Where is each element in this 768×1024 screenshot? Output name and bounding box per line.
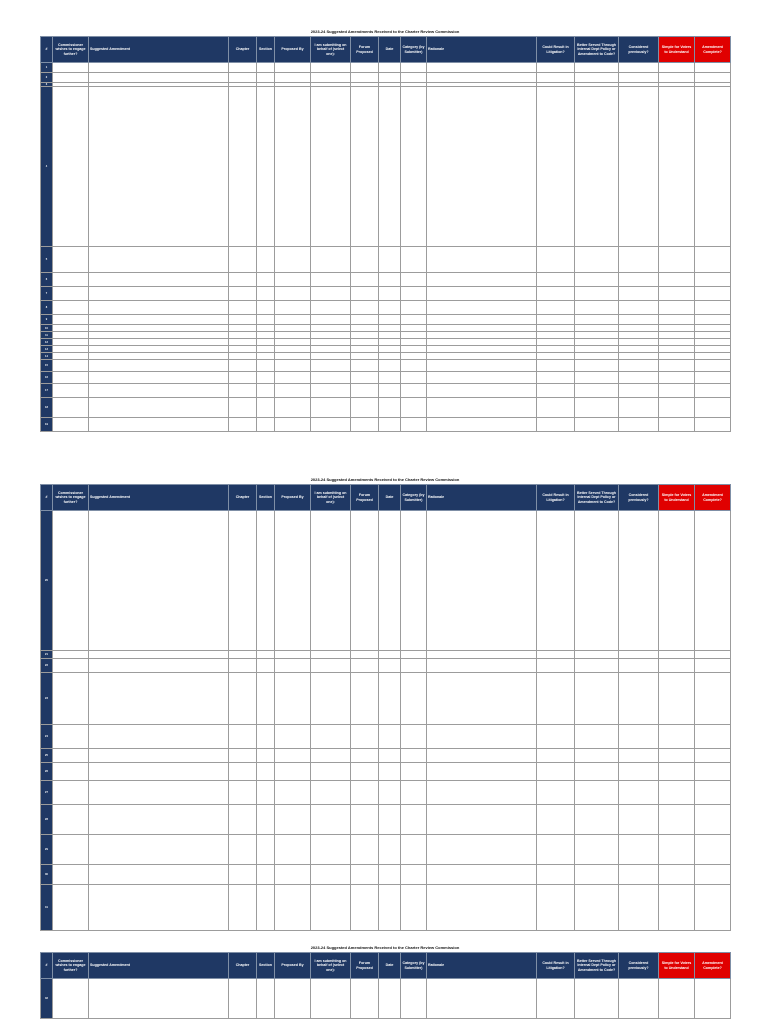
row-number: 14: [41, 353, 53, 360]
col-amendment: Suggested Amendment: [89, 953, 229, 979]
col-number: #: [41, 37, 53, 63]
row-number: 23: [41, 673, 53, 725]
table-row: [41, 651, 731, 659]
col-forum: Forum Proposed: [351, 485, 379, 511]
col-simple: Simple for Voters to Understand: [659, 485, 695, 511]
col-considered: Considered previously?: [619, 37, 659, 63]
sheet-3: [40, 944, 730, 1019]
table-row: [41, 353, 731, 360]
table-row: [41, 372, 731, 384]
col-number: #: [41, 485, 53, 511]
col-chapter: Chapter: [229, 953, 257, 979]
col-better-served: Better Served Through Internal Dept Policy or Amendment to Code?: [575, 953, 619, 979]
row-number: 5: [41, 247, 53, 273]
col-better-served: Better Served Through Internal Dept Policy or Amendment to Code?: [575, 485, 619, 511]
table-row: [41, 339, 731, 346]
table-row: [41, 725, 731, 749]
row-number: 12: [41, 339, 53, 346]
col-date: Date: [379, 953, 401, 979]
table-row: [41, 87, 731, 247]
table-row: [41, 287, 731, 301]
col-on-behalf: I am submitting on behalf of (select one):: [311, 485, 351, 511]
col-simple: Simple for Voters to Understand: [659, 37, 695, 63]
row-number: 16: [41, 372, 53, 384]
table-row: [41, 332, 731, 339]
table-row: [41, 885, 731, 931]
row-number: 29: [41, 835, 53, 865]
col-litigation: Could Result in Litigation?: [537, 485, 575, 511]
table-row: [41, 865, 731, 885]
col-considered: Considered previously?: [619, 485, 659, 511]
row-number: 21: [41, 651, 53, 659]
col-chapter: Chapter: [229, 37, 257, 63]
row-number: 25: [41, 749, 53, 763]
row-number: 26: [41, 763, 53, 781]
table-row: [41, 301, 731, 315]
col-category: Category (by Submitter): [401, 485, 427, 511]
col-on-behalf: I am submitting on behalf of (select one):: [311, 37, 351, 63]
col-better-served: Better Served Through Internal Dept Policy or Amendment to Code?: [575, 37, 619, 63]
table-row: [41, 781, 731, 805]
col-proposed-by: Proposed By: [275, 485, 311, 511]
col-on-behalf: I am submitting on behalf of (select one):: [311, 953, 351, 979]
row-number: 8: [41, 301, 53, 315]
table-header: [41, 953, 731, 979]
table-row: [41, 247, 731, 273]
row-number: 28: [41, 805, 53, 835]
col-complete: Amendment Complete?: [695, 485, 731, 511]
col-forum: Forum Proposed: [351, 37, 379, 63]
page-title: 2023-24 Suggested Amendments Received to the Charter Review Commission: [310, 945, 460, 950]
row-number: 22: [41, 659, 53, 673]
row-number: 3: [41, 83, 53, 87]
col-simple: Simple for Voters to Understand: [659, 953, 695, 979]
col-date: Date: [379, 485, 401, 511]
row-number: 24: [41, 725, 53, 749]
table-row: [41, 63, 731, 73]
col-section: Section: [257, 485, 275, 511]
col-engage: Commissioner wishes to engage further?: [53, 37, 89, 63]
amendments-table: [40, 36, 731, 432]
table-row: [41, 315, 731, 325]
table-row: [41, 659, 731, 673]
col-amendment: Suggested Amendment: [89, 485, 229, 511]
table-header: [41, 485, 731, 511]
table-row: [41, 673, 731, 725]
row-number: 7: [41, 287, 53, 301]
table-row: [41, 511, 731, 651]
col-litigation: Could Result in Litigation?: [537, 37, 575, 63]
table-row: [41, 398, 731, 418]
table-row: [41, 273, 731, 287]
table-row: [41, 73, 731, 83]
table-row: [41, 418, 731, 432]
row-number: 27: [41, 781, 53, 805]
table-row: [41, 805, 731, 835]
row-number: 11: [41, 332, 53, 339]
amendments-table: [40, 484, 731, 931]
row-number: 6: [41, 273, 53, 287]
col-rationale: Rationale: [427, 37, 537, 63]
row-number: 30: [41, 865, 53, 885]
col-proposed-by: Proposed By: [275, 953, 311, 979]
row-number: 32: [41, 979, 53, 1019]
col-category: Category (by Submitter): [401, 37, 427, 63]
row-number: 13: [41, 346, 53, 353]
col-complete: Amendment Complete?: [695, 953, 731, 979]
page-title: 2023-24 Suggested Amendments Received to the Charter Review Commission: [310, 477, 460, 482]
col-engage: Commissioner wishes to engage further?: [53, 485, 89, 511]
table-row: [41, 360, 731, 372]
col-category: Category (by Submitter): [401, 953, 427, 979]
amendments-table: [40, 952, 731, 1019]
table-row: [41, 835, 731, 865]
col-considered: Considered previously?: [619, 953, 659, 979]
row-number: 15: [41, 360, 53, 372]
row-number: 1: [41, 63, 53, 73]
table-row: [41, 384, 731, 398]
row-number: 19: [41, 418, 53, 432]
table-row: [41, 325, 731, 332]
row-number: 10: [41, 325, 53, 332]
col-proposed-by: Proposed By: [275, 37, 311, 63]
page-title: 2023-24 Suggested Amendments Received to the Charter Review Commission: [310, 29, 460, 34]
col-section: Section: [257, 953, 275, 979]
col-amendment: Suggested Amendment: [89, 37, 229, 63]
row-number: 2: [41, 73, 53, 83]
row-number: 9: [41, 315, 53, 325]
row-number: 4: [41, 87, 53, 247]
table-row: [41, 346, 731, 353]
table-header: [41, 37, 731, 63]
row-number: 17: [41, 384, 53, 398]
col-rationale: Rationale: [427, 953, 537, 979]
col-chapter: Chapter: [229, 485, 257, 511]
table-row: [41, 979, 731, 1019]
col-section: Section: [257, 37, 275, 63]
col-litigation: Could Result in Litigation?: [537, 953, 575, 979]
col-engage: Commissioner wishes to engage further?: [53, 953, 89, 979]
table-row: [41, 749, 731, 763]
col-number: #: [41, 953, 53, 979]
sheet-1: [40, 28, 730, 432]
row-number: 18: [41, 398, 53, 418]
table-row: [41, 763, 731, 781]
col-rationale: Rationale: [427, 485, 537, 511]
col-forum: Forum Proposed: [351, 953, 379, 979]
col-date: Date: [379, 37, 401, 63]
col-complete: Amendment Complete?: [695, 37, 731, 63]
row-number: 31: [41, 885, 53, 931]
row-number: 20: [41, 511, 53, 651]
sheet-2: [40, 476, 730, 931]
